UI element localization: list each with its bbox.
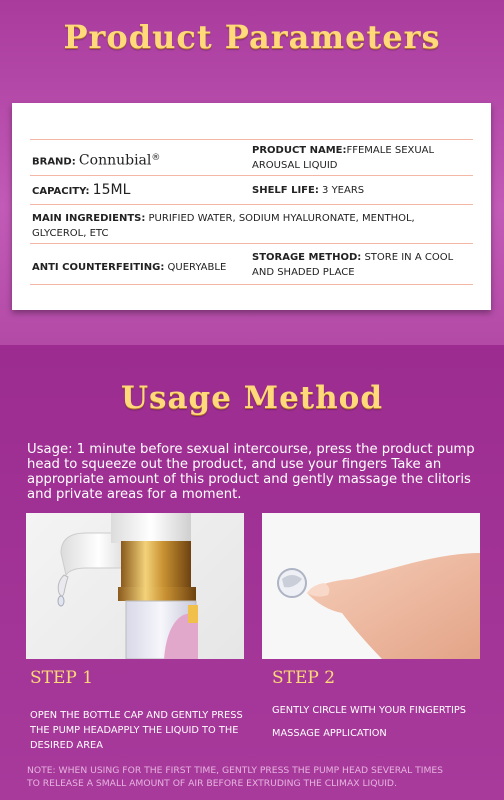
shelf-life-label: SHELF LIFE:: [252, 185, 319, 196]
finger-photo: [262, 513, 480, 659]
capacity-row: [32, 183, 130, 199]
ingredients-value: PURIFIED WATER, SODIUM HYALURONATE, MENTHOL,: [148, 213, 415, 224]
storage-value: STORE IN A COOL: [364, 252, 454, 263]
divider: [30, 204, 473, 205]
usage-title: Usage Method: [120, 380, 383, 416]
divider: [30, 284, 473, 285]
ingredients-label: MAIN INGREDIENTS:: [32, 213, 146, 224]
step-2-text-line: MASSAGE APPLICATION: [272, 728, 387, 739]
fingertip-illustration: [262, 513, 480, 659]
step-2-text-line: GENTLY CIRCLE WITH YOUR FINGERTIPS: [272, 705, 467, 716]
shelf-life-row: [252, 183, 364, 198]
note-line: TO RELEASE A SMALL AMOUNT OF AIR BEFORE EXTRUDING THE CLIMAX LIQUID.: [27, 778, 397, 789]
anti-counterfeiting-row: [32, 260, 226, 275]
capacity-value: 15ML: [92, 182, 131, 198]
product-name-row: [252, 143, 434, 173]
storage-value-2: AND SHADED PLACE: [252, 267, 355, 278]
step-2-title: STEP 2: [272, 668, 336, 688]
usage-description: Usage: 1 minute before sexual intercourse, press the product pump head to squeeze out the product, and use your fingers Take an appropriate amount of this product and gently massage the clitoris and private areas for a moment.: [27, 442, 475, 502]
divider: [30, 243, 473, 244]
step-1-title: STEP 1: [30, 668, 94, 688]
ingredients-row: [32, 211, 415, 241]
product-name-label: PRODUCT NAME:: [252, 145, 347, 156]
pump-bottle-illustration: [26, 513, 244, 659]
step-1-text-line: THE PUMP HEADAPPLY THE LIQUID TO THE: [30, 725, 239, 736]
brand-label: BRAND:: [32, 156, 76, 168]
product-name-value-2: AROUSAL LIQUID: [252, 160, 338, 171]
note-line: NOTE: WHEN USING FOR THE FIRST TIME, GENTLY PRESS THE PUMP HEAD SEVERAL TIMES: [27, 765, 444, 776]
anti-counterfeiting-value: QUERYABLE: [167, 262, 227, 273]
parameters-card: [12, 103, 491, 310]
storage-row: [252, 250, 453, 280]
bottle-photo: [26, 513, 244, 659]
registered-mark: ®: [151, 153, 161, 163]
step-1-text: [30, 708, 243, 753]
brand-row: [32, 151, 160, 169]
ingredients-value-2: GLYCEROL, ETC: [32, 228, 109, 239]
usage-note: [27, 764, 487, 790]
step-1-text-line: DESIRED AREA: [30, 740, 103, 751]
shelf-life-value: 3 YEARS: [322, 185, 365, 196]
step-1-text-line: OPEN THE BOTTLE CAP AND GENTLY PRESS: [30, 710, 243, 721]
anti-counterfeiting-label: ANTI COUNTERFEITING:: [32, 262, 165, 273]
storage-label: STORAGE METHOD:: [252, 252, 362, 263]
brand-value: Connubial: [78, 152, 152, 169]
divider: [30, 139, 473, 140]
product-name-value: FFEMALE SEXUAL: [346, 145, 435, 156]
divider: [30, 175, 473, 176]
step-2-text: [272, 703, 466, 741]
parameters-title: Product Parameters: [63, 18, 441, 56]
capacity-label: CAPACITY:: [32, 186, 90, 197]
